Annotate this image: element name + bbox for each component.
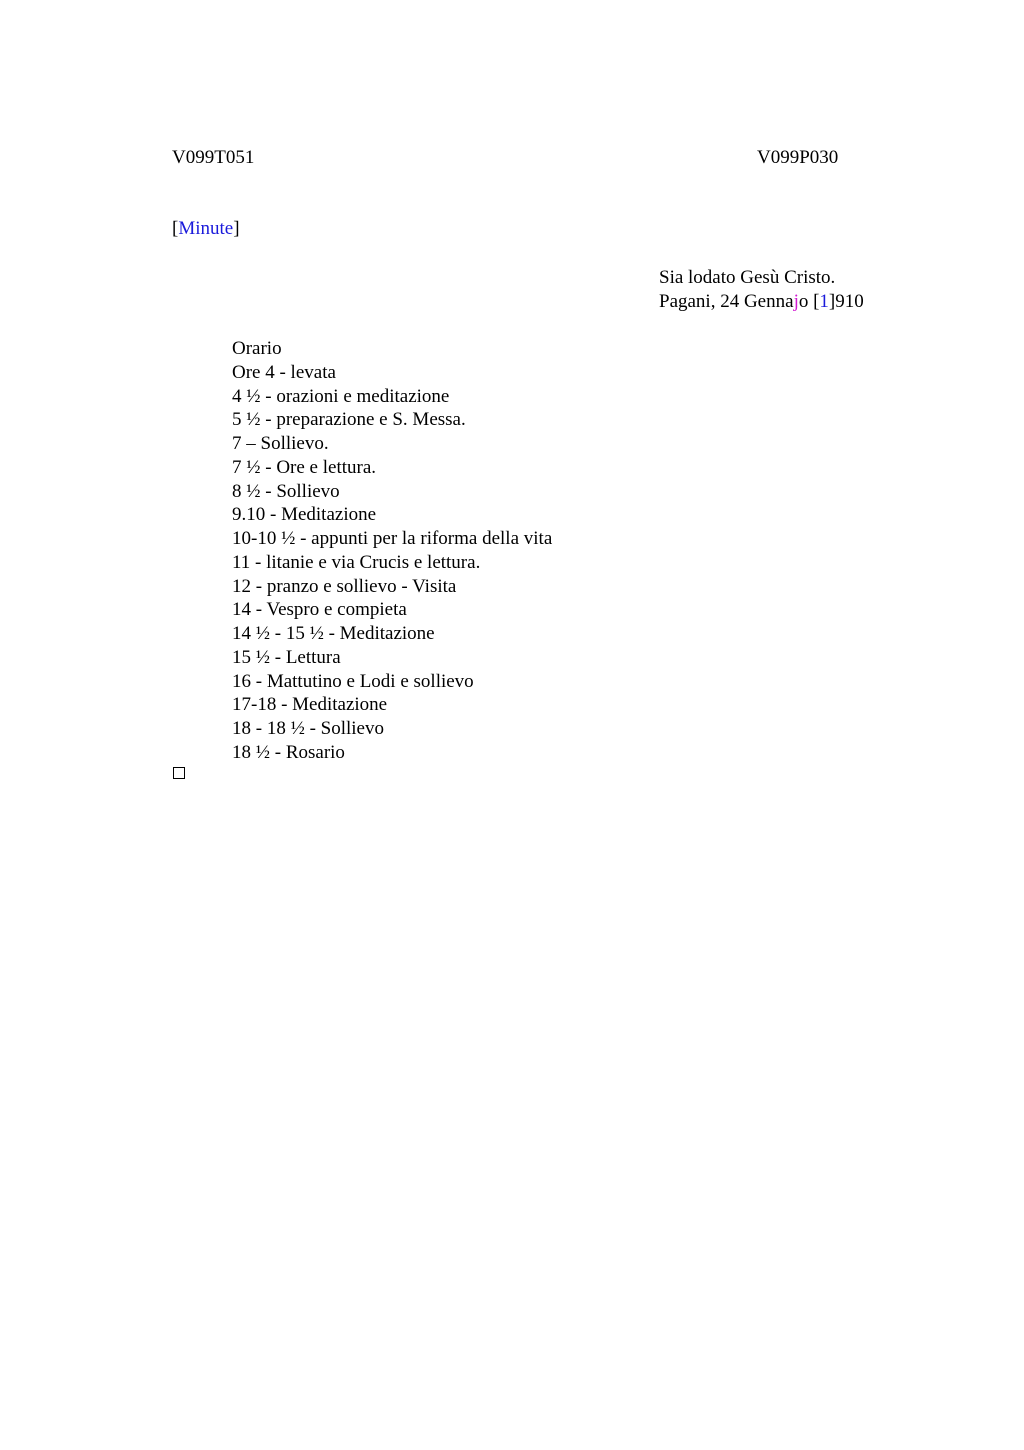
document-code-right: V099P030	[757, 147, 839, 168]
date-marked-letter: j	[793, 291, 799, 312]
date-bracket-digit: 1	[819, 291, 829, 312]
greeting-line: Sia lodato Gesù Cristo.	[659, 267, 836, 288]
schedule-item: 18 ½ - Rosario	[232, 741, 345, 763]
schedule-item: 18 - 18 ½ - Sollievo	[232, 718, 384, 739]
date-line	[659, 290, 864, 314]
schedule-item: Ore 4 - levata	[232, 361, 336, 383]
end-of-document-box-icon	[173, 767, 185, 779]
schedule-item: 4 ½ - orazioni e meditazione	[232, 385, 450, 407]
schedule-item: 7 ½ - Ore e lettura.	[232, 456, 377, 478]
schedule-item: 7 – Sollievo.	[232, 433, 329, 454]
date-part-1: Pagani, 24 Genna	[659, 291, 794, 312]
document-code-left: V099T051	[172, 147, 255, 168]
schedule-item: 15 ½ - Lettura	[232, 646, 341, 668]
schedule-item: 8 ½ - Sollievo	[232, 480, 340, 502]
schedule-item: 10-10 ½ - appunti per la riforma della vita	[232, 528, 553, 549]
schedule-item: 14 - Vespro e compieta	[232, 599, 407, 621]
schedule-item: 11 - litanie e via Crucis e lettura.	[232, 551, 481, 573]
tag-label: Minute	[178, 218, 234, 239]
schedule-title: Orario	[232, 338, 282, 359]
schedule-item: 14 ½ - 15 ½ - Meditazione	[232, 623, 435, 644]
letter-heading	[659, 266, 864, 314]
schedule-item: 12 - pranzo e sollievo - Visita	[232, 575, 457, 597]
schedule-item: 5 ½ - preparazione e S. Messa.	[232, 409, 466, 431]
tag-close-bracket: ]	[233, 218, 240, 239]
schedule-list	[232, 337, 552, 765]
schedule-item: 16 - Mattutino e Lodi e sollievo	[232, 670, 474, 692]
minute-tag	[172, 218, 240, 240]
schedule-item: 9.10 - Meditazione	[232, 504, 377, 526]
date-part-2: o [	[798, 291, 820, 312]
tag-open-bracket: [	[172, 218, 179, 239]
date-part-3: ]910	[828, 291, 864, 312]
schedule-item: 17-18 - Meditazione	[232, 694, 388, 716]
